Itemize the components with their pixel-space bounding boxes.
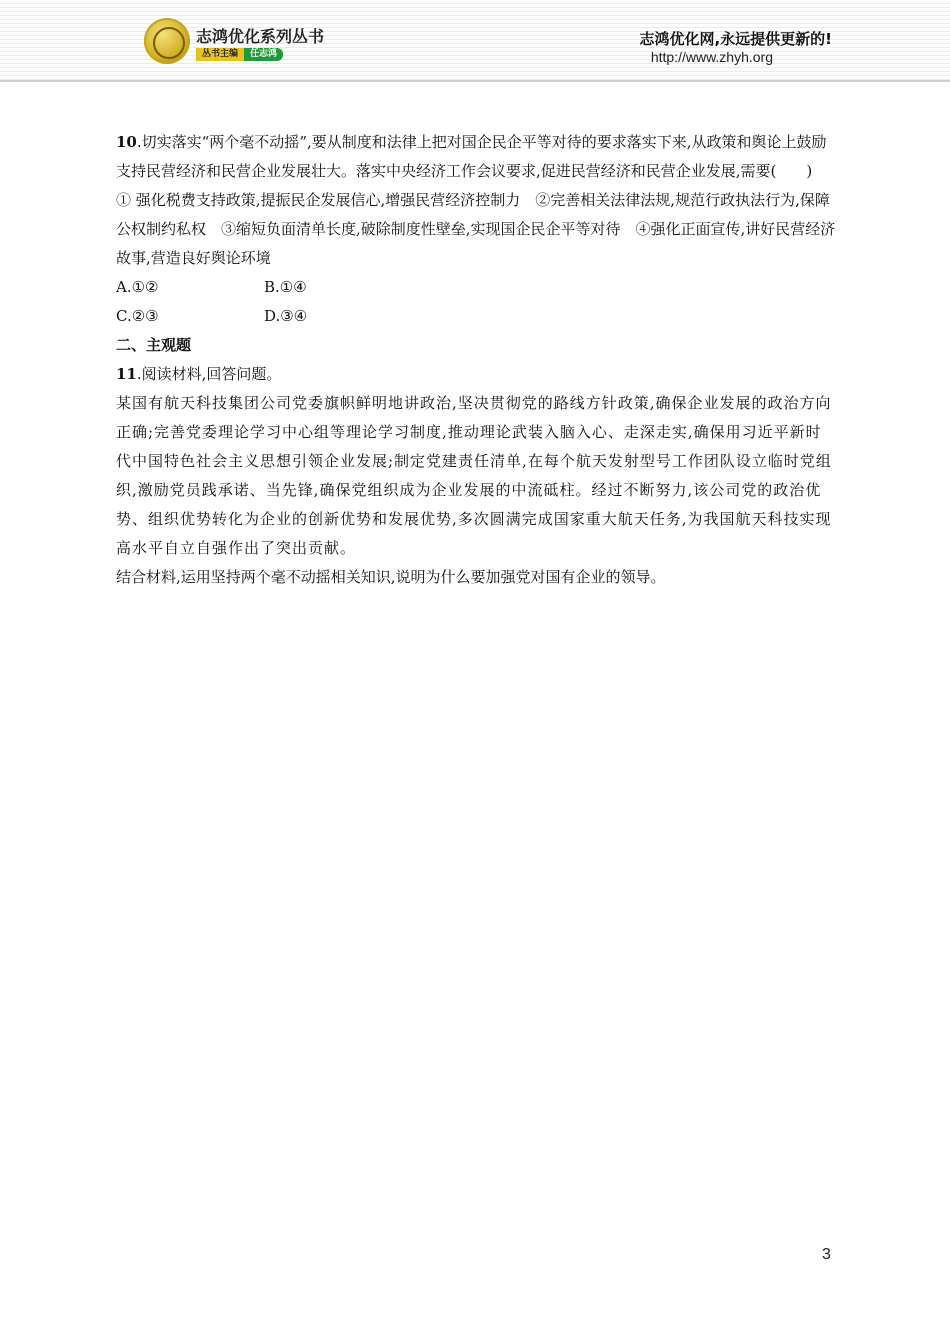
question-11-text: .阅读材料,回答问题。 (136, 365, 282, 383)
option-c[interactable]: C.②③ (116, 307, 159, 325)
header-divider (0, 80, 950, 82)
document-body (116, 128, 836, 592)
question-11-material: 某国有航天科技集团公司党委旗帜鲜明地讲政治,坚决贯彻党的路线方针政策,确保企业发展的政治方向正确;完善党委理论学习中心组等理论学习制度,推动理论武装入脑入心、走深走实,确保用习近平新时代中国特色社会主义思想引领企业发展;制定党建责任清单,在每个航天发射型号工作团队设立临时党组织,激励党员践承诺、当先锋,确保党组织成为企业发展的中流砥柱。经过不断努力,该公司党的政治优势、组织优势转化为企业的创新优势和发展优势,多次圆满完成国家重大航天任务,为我国航天科技实现高水平自立自强作出了突出贡献。 (116, 394, 832, 557)
question-10-text: .切实落实“两个毫不动摇”,要从制度和法律上把对国企民企平等对待的要求落实下来,从政策和舆论上鼓励支持民营经济和民营企业发展壮大。落实中央经济工作会议要求,促进民营经济和民营企业发展,需要( ) (116, 133, 827, 180)
question-11-stem (116, 360, 836, 389)
page-number: 3 (822, 1246, 831, 1263)
question-10-statements: ① 强化税费支持政策,提振民企发展信心,增强民营经济控制力 ②完善相关法律法规,规范行政执法行为,保障公权制约私权 ③缩短负面清单长度,破除制度性壁垒,实现国企民企平等对待 ④强化正面宣传,讲好民营经济故事,营造良好舆论环境 (116, 191, 836, 267)
header-slogan: 志鸿优化网,永远提供更新的! (639, 30, 832, 48)
series-title: 志鸿优化系列丛书 (196, 27, 325, 46)
option-d[interactable]: D.③④ (264, 307, 308, 325)
option-b[interactable]: B.①④ (264, 278, 307, 296)
editor-name: 任志鸿 (244, 48, 283, 61)
question-11-prompt: 结合材料,运用坚持两个毫不动摇相关知识,说明为什么要加强党对国有企业的领导。 (116, 568, 666, 586)
options-row-2 (116, 302, 836, 331)
option-a[interactable]: A.①② (116, 278, 159, 296)
question-10-stem (116, 128, 836, 186)
question-11-number: 11 (116, 365, 137, 383)
section-2-title: 二、主观题 (116, 336, 192, 354)
options-row-1 (116, 273, 836, 302)
editor-label: 丛书主编 (196, 48, 244, 61)
series-editor (196, 48, 283, 61)
header-url[interactable]: http://www.zhyh.org (650, 49, 773, 65)
publisher-logo-icon (144, 18, 190, 64)
question-10-number: 10 (116, 133, 137, 151)
